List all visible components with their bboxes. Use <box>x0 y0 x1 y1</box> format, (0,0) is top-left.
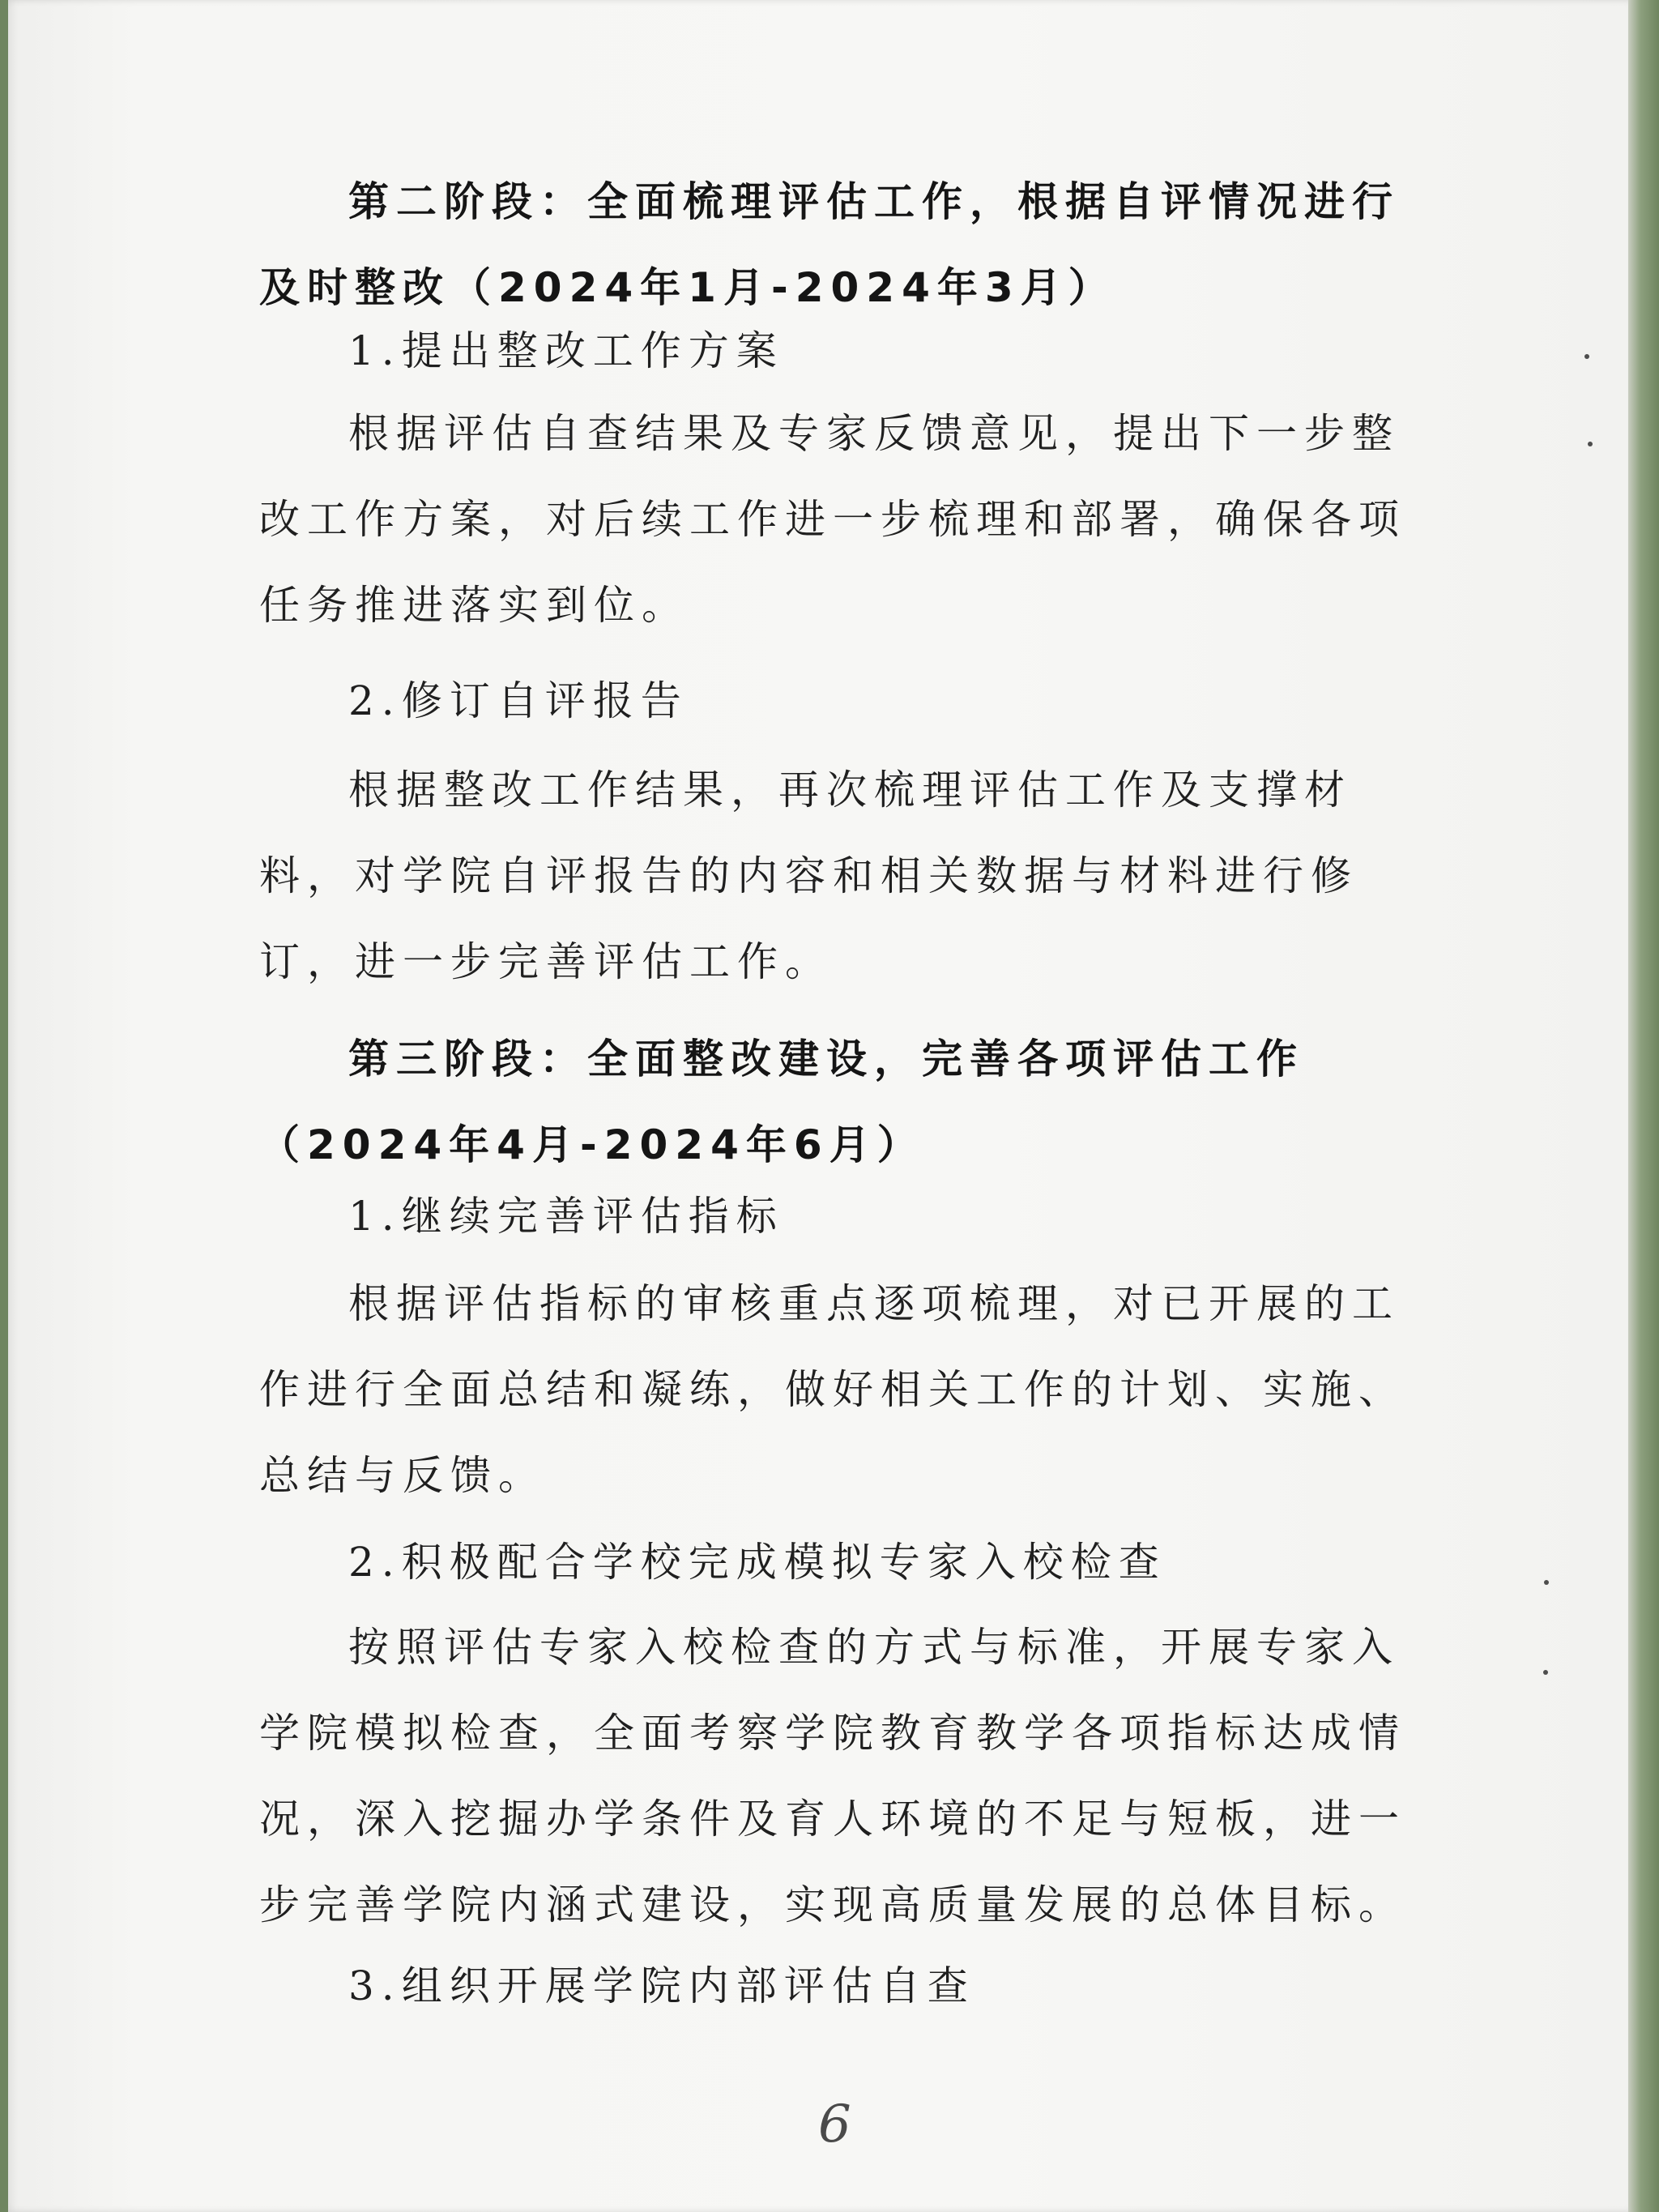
paper-speck <box>1584 354 1589 359</box>
paper-speck <box>1544 1580 1549 1585</box>
stage-two-heading: 第二阶段：全面梳理评估工作，根据自评情况进行及时整改（2024年1月-2024年3月） <box>259 178 1400 311</box>
paper-speck <box>1588 442 1593 446</box>
stage-three-heading: 第三阶段：全面整改建设，完善各项评估工作（2024年4月-2024年6月） <box>259 1036 1304 1168</box>
stage-two-item-one-title: 1.提出整改工作方案 <box>348 327 784 374</box>
page-edge-background <box>1628 0 1659 2212</box>
stage-three-item-one-body: 根据评估指标的审核重点逐项梳理，对已开展的工作进行全面总结和凝练，做好相关工作的计划、实施、总结与反馈。 <box>259 1280 1406 1499</box>
stage-three-item-two-title: 2.积极配合学校完成模拟专家入校检查 <box>348 1539 1166 1586</box>
paper-speck <box>1543 1670 1548 1675</box>
stage-two-item-two-body: 根据整改工作结果，再次梳理评估工作及支撑材料，对学院自评报告的内容和相关数据与材料进行修订，进一步完善评估工作。 <box>259 767 1358 985</box>
stage-three-item-one-title: 1.继续完善评估指标 <box>348 1193 784 1240</box>
page-number: 6 <box>818 2095 851 2154</box>
stage-two-item-two-title: 2.修订自评报告 <box>348 677 689 724</box>
stage-three-item-two-body: 按照评估专家入校检查的方式与标准，开展专家入学院模拟检查，全面考察学院教育教学各项指标达成情况，深入挖掘办学条件及育人环境的不足与短板，进一步完善学院内涵式建设，实现高质量发展的总体目标。 <box>259 1624 1406 1928</box>
stage-three-item-three-title: 3.组织开展学院内部评估自查 <box>348 1962 975 2009</box>
stage-two-item-one-body: 根据评估自查结果及专家反馈意见，提出下一步整改工作方案，对后续工作进一步梳理和部署，确保各项任务推进落实到位。 <box>259 410 1406 629</box>
